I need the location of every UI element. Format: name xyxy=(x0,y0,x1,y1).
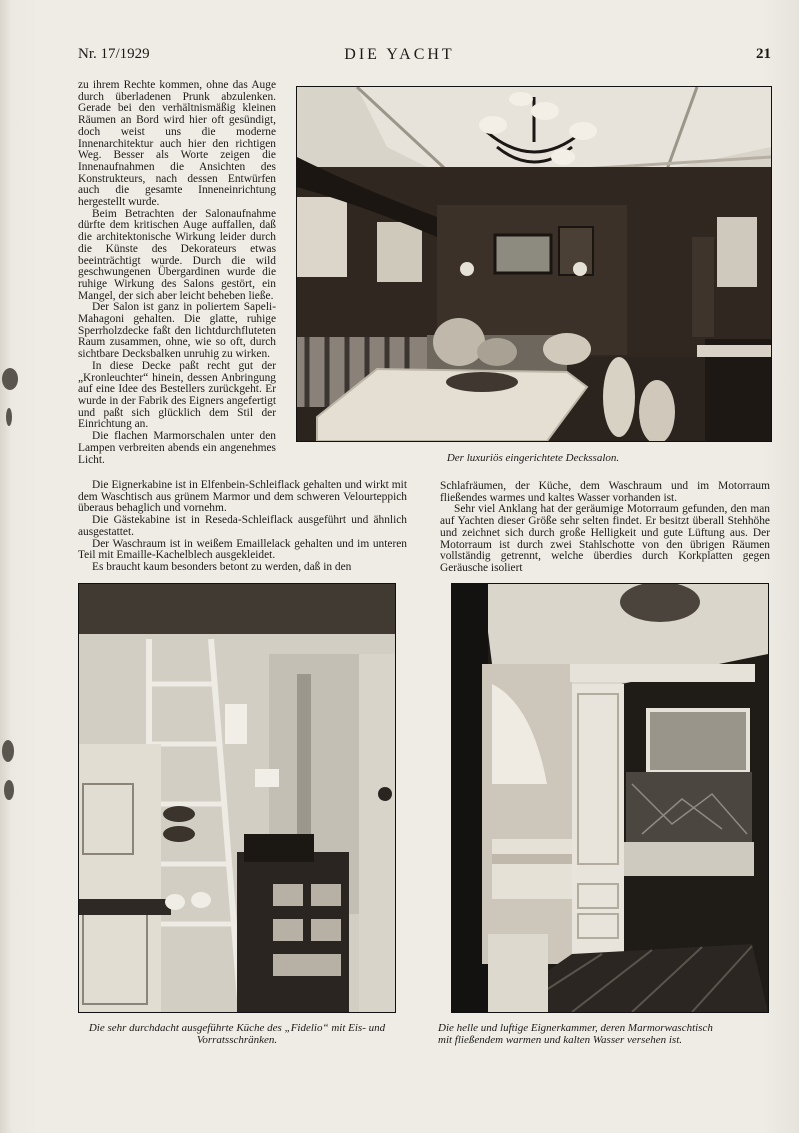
binding-hole-mark xyxy=(4,780,14,800)
paragraph: zu ihrem Rechte kommen, ohne das Auge durch überladenen Prunk abzulenken. Gerade bei den verhältnismäßig kleinen Räumen an Bord wird hier oft gesündigt, doch weist uns die moderne Innenarchitektur auch hier den richtigen Weg. Besser als Worte zeigen die Innenaufnahmen die Ansichten des Konstrukteurs, nach dessen Entwürfen auch die gesamte Inneneinrichtung hergestellt wurde. xyxy=(78,79,276,209)
salon-photo xyxy=(296,86,772,442)
cabin-caption xyxy=(438,1022,772,1046)
paragraph: Sehr viel Anklang hat der geräumige Motorraum gefunden, den man auf Yachten dieser Größe sehr selten findet. Er besitzt überall Stehhöhe und zeichnet sich durch große Helligkeit und gute Lüftung aus. Der Motorraum ist durch zwei Stahlschotte von den übrigen Räumen vollständig getrennt, welche überdies durch Korkplatten gegen Geräusche isoliert xyxy=(440,503,770,574)
magazine-title: DIE YACHT xyxy=(344,46,455,63)
cabin-photo xyxy=(451,583,769,1013)
paragraph: Der Waschraum ist in weißem Emaillelack gehalten und im unteren Teil mit Emaille-Kachelblech ausgekleidet. xyxy=(78,537,407,562)
salon-caption: Der luxuriös eingerichtete Deckssalon. xyxy=(446,452,620,464)
paragraph: Die flachen Marmorschalen unter den Lampen verbreiten abends ein angenehmes Licht. xyxy=(78,430,276,466)
issue-number: Nr. 17/1929 xyxy=(78,46,150,62)
paragraph: Es braucht kaum besonders betont zu werden, daß in den xyxy=(92,560,352,573)
paragraph: In diese Decke paßt recht gut der „Kronleuchter“ hinein, dessen Anbringung auf eine Idee des Bestellers zurückgeht. Er wurde in der Fabrik des Eigners angefertigt und paßt sich glücklich dem Stil der Einrichtung an. xyxy=(78,359,277,431)
binding-hole-mark xyxy=(6,408,12,426)
paragraph: Die Gästekabine ist in Reseda-Schleiflack ausgeführt und ähnlich ausgestattet. xyxy=(78,514,407,538)
paragraph: Die Eignerkabine ist in Elfenbein-Schleiflack gehalten und wirkt mit dem Waschtisch aus grünem Marmor und dem schweren Velourteppich überaus behaglich und vornehm. xyxy=(78,479,407,515)
article-text-lower-left xyxy=(78,480,407,574)
kitchen-photo xyxy=(78,583,396,1013)
paragraph: Beim Betrachten der Salonaufnahme dürfte dem kritischen Auge auffallen, daß die architektonische Wirkung leider durch die Künste des Dekorateurs etwas beeinträchtigt wurde. Durch die wild geschwungenen Übergardinen wurde die ruhige Wirkung des Salons gestört, ein Mangel, der sich aber leicht beheben ließe. xyxy=(78,207,276,302)
cabin-caption-line: mit fließendem warmen und kalten Wasser versehen ist. xyxy=(438,1034,682,1046)
cabin-caption-line: Die helle und luftige Eignerkammer, deren Marmorwaschtisch xyxy=(438,1022,713,1034)
kitchen-caption: Die sehr durchdacht ausgeführte Küche des „Fidelio“ mit Eis- und Vorratsschränken. xyxy=(88,1022,386,1046)
binding-hole-mark xyxy=(2,368,18,390)
article-column-left xyxy=(78,80,276,466)
paragraph: Der Salon ist ganz in poliertem Sapeli-Mahagoni gehalten. Die glatte, ruhige Sperrholzdecke faßt den lichtdurchfluteten Raum zusammen, ohne, wie so oft, durch sichtbare Decksbalken unruhig zu wirken. xyxy=(78,301,276,361)
paragraph: Schlafräumen, der Küche, dem Waschraum und im Motorraum fließendes warmes und kaltes Wasser vorhanden ist. xyxy=(440,480,770,504)
page-number: 21 xyxy=(756,46,771,62)
binding-hole-mark xyxy=(2,740,14,762)
article-text-lower-right xyxy=(440,481,770,575)
